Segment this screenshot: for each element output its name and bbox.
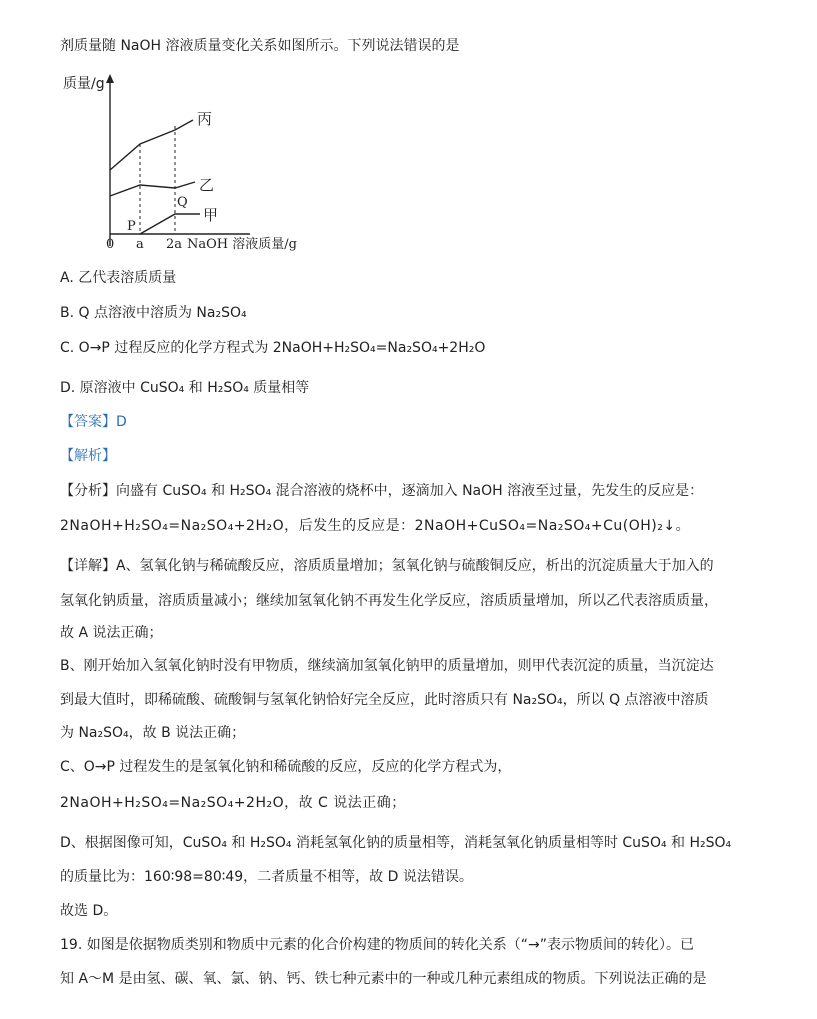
series-yi-line — [110, 182, 195, 196]
series-bing-label: 丙 — [197, 110, 213, 128]
x-axis-label: NaOH 溶液质量/g — [187, 237, 297, 252]
y-axis-label: 质量/g — [63, 76, 105, 92]
question-stem: 剂质量随 NaOH 溶液质量变化关系如图所示。下列说法错误的是 — [60, 38, 460, 54]
y-axis-arrow-icon — [106, 74, 114, 83]
xiangjie-line-7: C、O→P 过程发生的是氢氧化钠和稀硫酸的反应，反应的化学方程式为， — [60, 759, 512, 775]
point-q-label: Q — [177, 195, 188, 210]
series-jia-label: 甲 — [203, 206, 219, 224]
series-bing-line — [110, 120, 193, 170]
series-jia-line — [140, 214, 200, 234]
xiangjie-line-1: 【详解】A、氢氧化钠与稀硫酸反应，溶质质量增加；氢氧化钠与硫酸铜反应，析出的沉淀质量大于加入的 — [60, 558, 714, 574]
xiangjie-line-9: D、根据图像可知，CuSO₄ 和 H₂SO₄ 消耗氢氧化钠的质量相等，消耗氢氧化钠质量相等时 CuSO₄ 和 H₂SO₄ — [60, 835, 732, 851]
option-d: D. 原溶液中 CuSO₄ 和 H₂SO₄ 质量相等 — [60, 380, 310, 396]
answer: 【答案】D — [60, 414, 127, 430]
mass-chart — [55, 68, 335, 258]
option-b: B. Q 点溶液中溶质为 Na₂SO₄ — [60, 305, 247, 321]
xiangjie-line-5: 到最大值时，即稀硫酸、硫酸铜与氢氧化钠恰好完全反应，此时溶质只有 Na₂SO₄，所以 Q 点溶液中溶质 — [60, 692, 709, 708]
option-a: A. 乙代表溶质质量 — [60, 270, 177, 286]
x-tick-a: a — [136, 237, 144, 252]
point-p-label: P — [127, 219, 136, 234]
xiangjie-line-3: 故 A 说法正确； — [60, 625, 163, 641]
question-19-line-2: 知 A～M 是由氢、碳、氧、氯、钠、钙、铁七种元素中的一种或几种元素组成的物质。下列说法正确的是 — [60, 971, 707, 987]
option-c: C. O→P 过程反应的化学方程式为 2NaOH+H₂SO₄=Na₂SO₄+2H₂O — [60, 340, 486, 356]
xiangjie-line-11: 故选 D。 — [60, 903, 118, 919]
xiangjie-line-2: 氢氧化钠质量，溶质质量减小；继续加氢氧化钠不再发生化学反应，溶质质量增加，所以乙代表溶质质量， — [60, 593, 718, 609]
fenxi-line-1: 【分析】向盛有 CuSO₄ 和 H₂SO₄ 混合溶液的烧杯中，逐滴加入 NaOH 溶液至过量，先发生的反应是： — [60, 483, 704, 499]
fenxi-line-2: 2NaOH+H₂SO₄=Na₂SO₄+2H₂O，后发生的反应是：2NaOH+CuSO₄=Na₂SO₄+Cu(OH)₂↓。 — [60, 518, 691, 534]
xiangjie-line-10: 的质量比为：160∶98=80∶49，二者质量不相等，故 D 说法错误。 — [60, 869, 473, 885]
series-yi-label: 乙 — [199, 176, 215, 194]
x-tick-0: 0 — [106, 237, 115, 252]
xiangjie-line-6: 为 Na₂SO₄，故 B 说法正确； — [60, 725, 246, 741]
xiangjie-line-8: 2NaOH+H₂SO₄=Na₂SO₄+2H₂O，故 C 说法正确； — [60, 795, 406, 811]
x-tick-2a: 2a — [166, 237, 183, 252]
analysis-title: 【解析】 — [60, 448, 116, 464]
question-19-line-1: 19. 如图是依据物质类别和物质中元素的化合价构建的物质间的转化关系（“→”表示物质间的转化）。已 — [60, 937, 694, 953]
xiangjie-line-4: B、刚开始加入氢氧化钠时没有甲物质，继续滴加氢氧化钠甲的质量增加，则甲代表沉淀的质量，当沉淀达 — [60, 658, 714, 674]
